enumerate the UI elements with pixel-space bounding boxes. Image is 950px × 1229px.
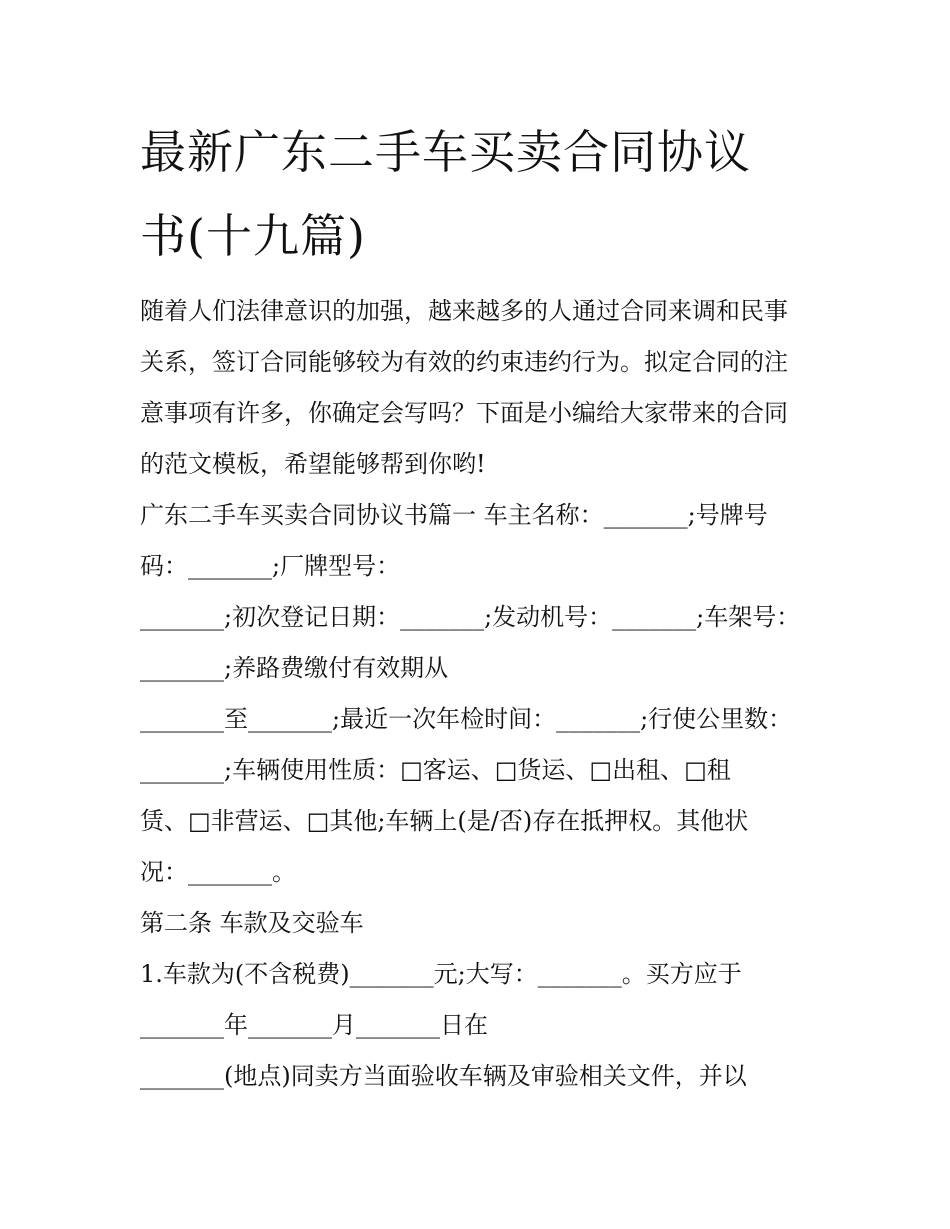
document-page: [140, 110, 820, 1102]
intro-line-4: 的范文模板，希望能够帮到你哟!: [140, 450, 486, 478]
contract-line-6: _______;车辆使用性质：□客运、□货运、□出租、□租: [140, 756, 731, 784]
intro-line-2: 关系，签订合同能够较为有效的约束违约行为。拟定合同的注: [140, 348, 788, 376]
clause-line-3: _______(地点)同卖方当面验收车辆及审验相关文件，并以: [140, 1062, 747, 1090]
intro-line-1: 随着人们法律意识的加强，越来越多的人通过合同来调和民事: [140, 297, 788, 325]
contract-line-5: _______至_______;最近一次年检时间：_______;行使公里数：: [140, 705, 793, 733]
contract-line-4: _______;养路费缴付有效期从: [140, 654, 449, 682]
contract-line-3: _______;初次登记日期：_______;发动机号：_______;车架号：: [140, 603, 801, 631]
clause-line-2: _______年_______月_______日在: [140, 1011, 488, 1039]
contract-line-1: 广东二手车买卖合同协议书篇一 车主名称：_______;号牌号: [140, 501, 768, 529]
title-line-1: 最新广东二手车买卖合同协议: [140, 125, 751, 179]
intro-line-3: 意事项有许多，你确定会写吗？下面是小编给大家带来的合同: [140, 399, 788, 427]
document-title: [140, 110, 820, 278]
contract-line-8: 况：_______。: [140, 858, 296, 886]
document-body: [140, 286, 820, 1102]
contract-line-2: 码：_______;厂牌型号：: [140, 552, 401, 580]
clause-line-1: 1.车款为(不含税费)_______元;大写：_______。买方应于: [140, 960, 742, 988]
contract-line-7: 赁、□非营运、□其他;车辆上(是/否)存在抵押权。其他状: [140, 807, 749, 835]
section-heading: 第二条 车款及交验车: [140, 909, 364, 937]
title-line-2: 书(十九篇): [140, 209, 366, 263]
